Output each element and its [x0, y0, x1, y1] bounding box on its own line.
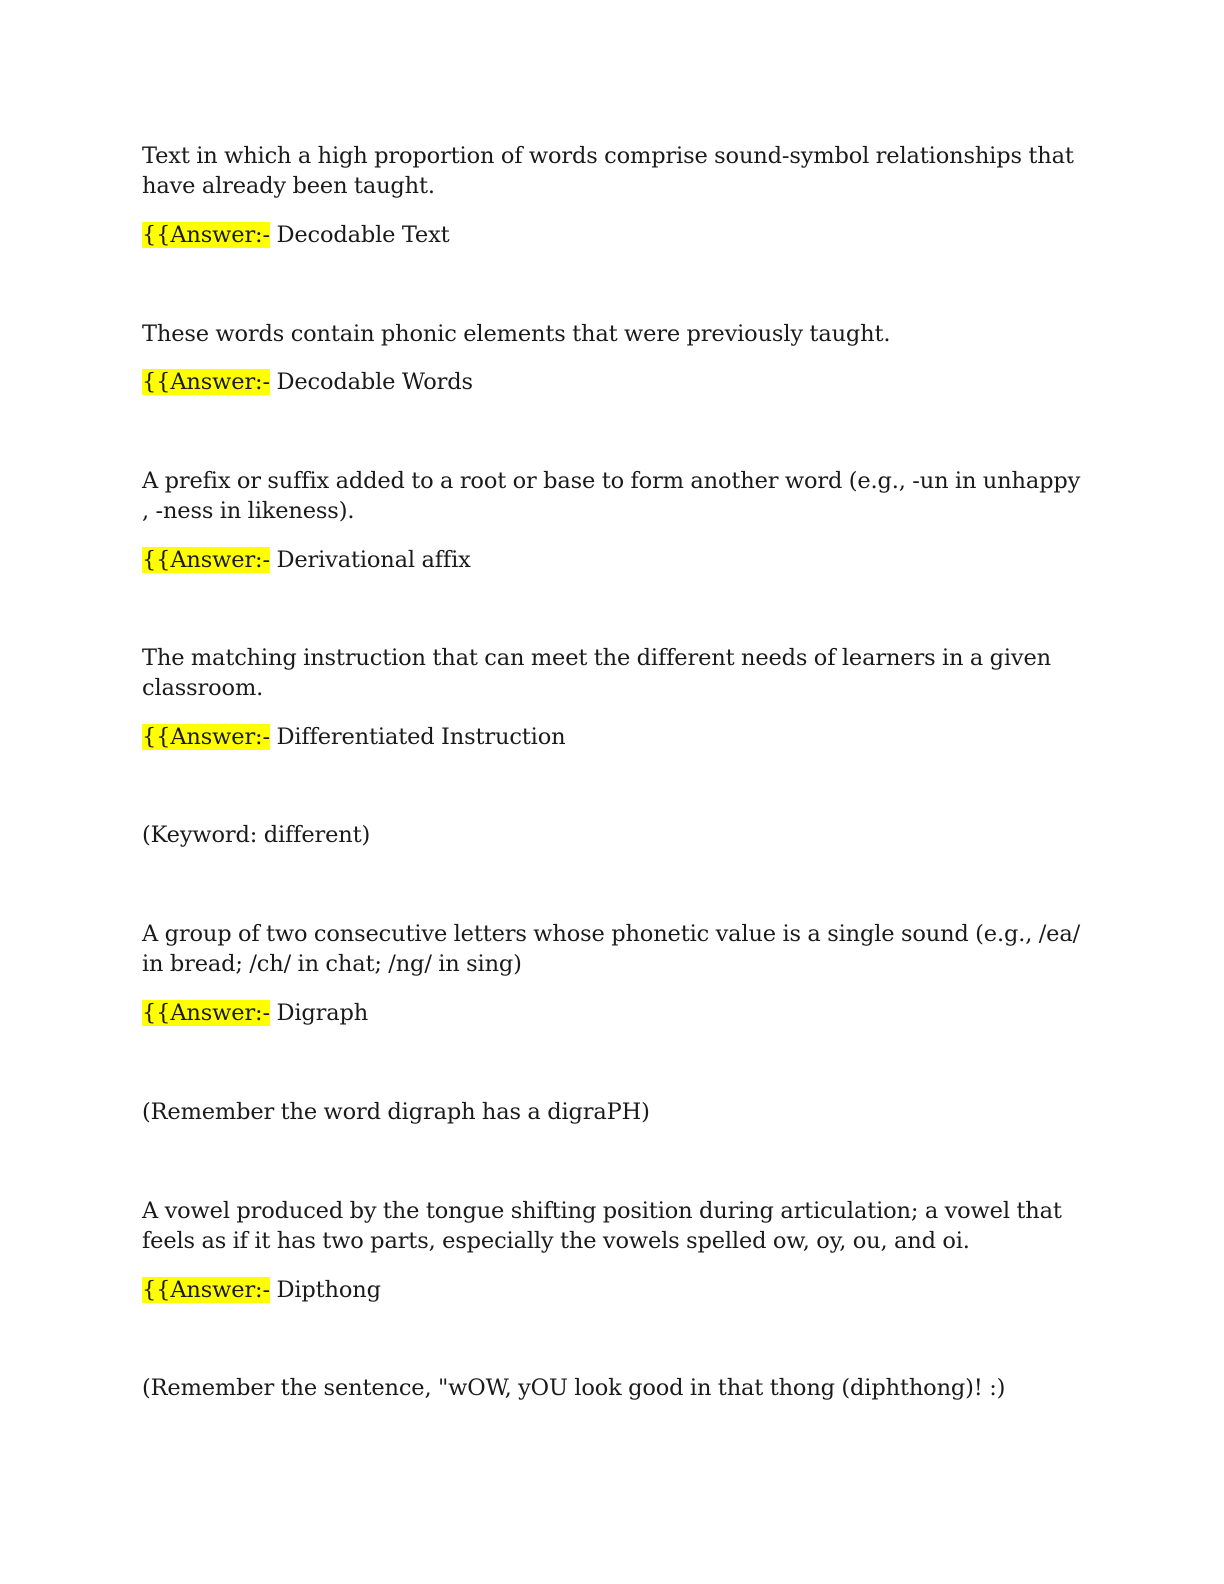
question-2: These words contain phonic elements that were previously taught.: [142, 321, 891, 347]
answer-text-3: Derivational affix: [269, 547, 471, 573]
note-4: (Keyword: different): [142, 822, 371, 848]
question-4: The matching instruction that can meet the different needs of learners in a given classroom.: [142, 645, 1051, 701]
answer-1: [142, 220, 450, 250]
answer-label-2: {{Answer:-: [142, 369, 270, 395]
answer-5: [142, 998, 368, 1028]
answer-6: [142, 1275, 381, 1305]
note-6: (Remember the sentence, "wOW, yOU look good in that thong (diphthong)! :): [142, 1375, 1006, 1401]
question-6: A vowel produced by the tongue shifting position during articulation; a vowel that feels as if it has two parts, especially the vowels spelled ow, oy, ou, and oi.: [142, 1198, 1062, 1254]
answer-text-4: Differentiated Instruction: [269, 724, 566, 750]
answer-text-1: Decodable Text: [269, 222, 450, 248]
answer-label-5: {{Answer:-: [142, 1000, 270, 1026]
answer-text-6: Dipthong: [269, 1277, 381, 1303]
note-5: (Remember the word digraph has a digraPH): [142, 1099, 650, 1125]
answer-label-3: {{Answer:-: [142, 547, 270, 573]
answer-text-5: Digraph: [269, 1000, 369, 1026]
answer-label-1: {{Answer:-: [142, 222, 270, 248]
question-1: Text in which a high proportion of words comprise sound-symbol relationships that have already been taught.: [142, 143, 1074, 199]
question-3: A prefix or suffix added to a root or base to form another word (e.g., -un in unhappy , -ness in likeness).: [142, 468, 1081, 524]
answer-label-4: {{Answer:-: [142, 724, 270, 750]
answer-3: [142, 545, 471, 575]
answer-text-2: Decodable Words: [269, 369, 473, 395]
answer-label-6: {{Answer:-: [142, 1277, 270, 1303]
answer-4: [142, 722, 565, 752]
answer-2: [142, 367, 473, 397]
question-5: A group of two consecutive letters whose phonetic value is a single sound (e.g., /ea/ in bread; /ch/ in chat; /ng/ in sing): [142, 921, 1081, 977]
